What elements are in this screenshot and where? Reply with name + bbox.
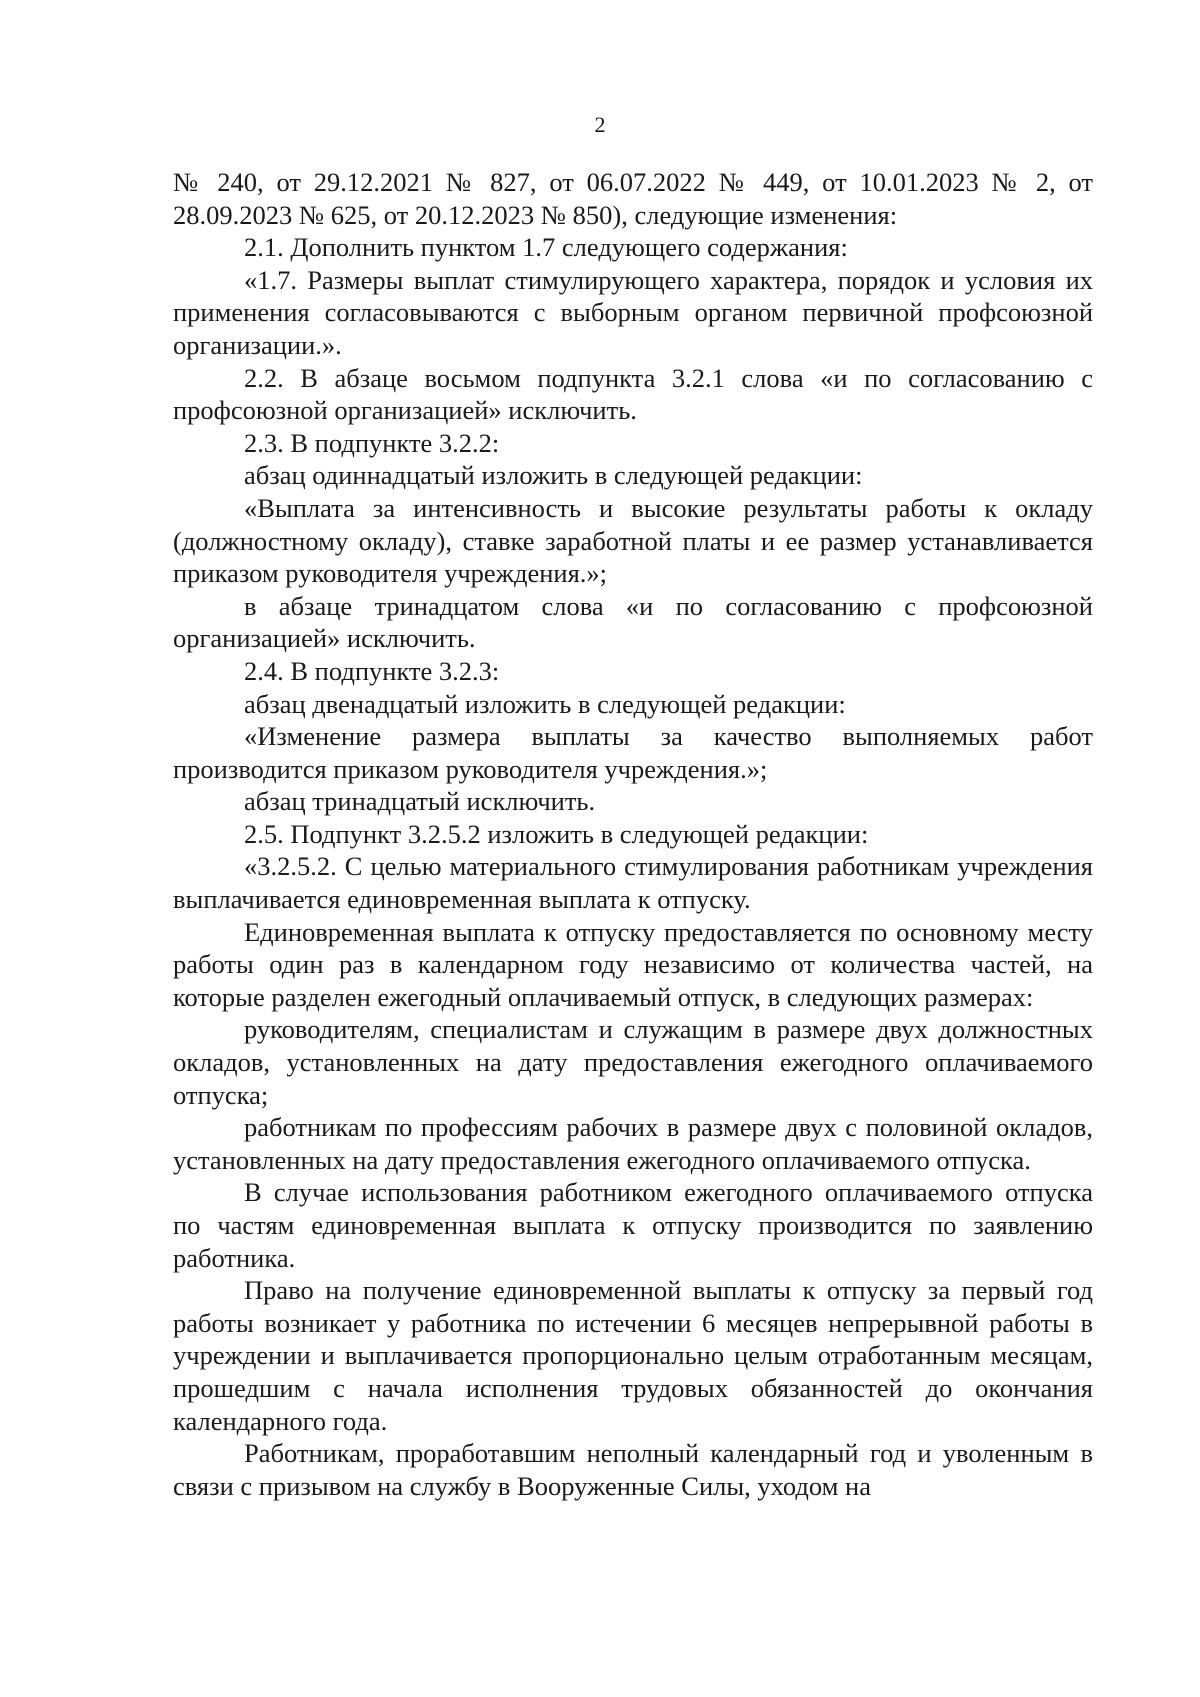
- document-body: [173, 166, 1093, 1502]
- paragraph-parts: В случае использования работником ежегодного оплачиваемого отпуска по частям единовременная выплата к отпуску производится по заявлению работника.: [173, 1177, 1093, 1273]
- paragraph-2-3-abzac-13: в абзаце тринадцатом слова «и по согласованию с профсоюзной организацией» исключить.: [173, 590, 1093, 654]
- paragraph-workers: работникам по профессиям рабочих в размере двух с половиной окладов, установленных на дату предоставления ежегодного оплачиваемого отпуска.: [173, 1112, 1093, 1175]
- paragraph-2-1: 2.1. Дополнить пунктом 1.7 следующего содержания:: [244, 232, 848, 263]
- paragraph-2-3-abzac-11: абзац одиннадцатый изложить в следующей редакции:: [244, 460, 863, 491]
- paragraph-2-2: 2.2. В абзаце восьмом подпункта 3.2.1 слова «и по согласованию с профсоюзной организацией» исключить.: [173, 362, 1093, 426]
- paragraph-2-3: 2.3. В подпункте 3.2.2:: [244, 427, 500, 458]
- paragraph-first-year: Право на получение единовременной выплаты к отпуску за первый год работы возникает у работника по истечении 6 месяцев непрерывной работы в учреждении и выплачивается пропорционально целым отработанным месяцам, прошедшим с начала исполнения трудовых обязанностей до окончания календарного года.: [173, 1275, 1093, 1436]
- paragraph-2-4-abzac-12: абзац двенадцатый изложить в следующей редакции:: [244, 688, 846, 719]
- paragraph-quote-quality: «Изменение размера выплаты за качество выполняемых работ производится приказом руководителя учреждения.»;: [173, 721, 1093, 784]
- paragraph-quote-3-2-5-2: «3.2.5.2. С целью материального стимулирования работникам учреждения выплачивается единовременная выплата к отпуску.: [173, 851, 1093, 915]
- paragraph-2-4-abzac-13: абзац тринадцатый исключить.: [244, 786, 596, 817]
- paragraph-lump-sum: Единовременная выплата к отпуску предоставляется по основному месту работы один раз в календарном году независимо от количества частей, на которые разделен ежегодный оплачиваемый отпуск, в следующих размерах:: [173, 916, 1093, 1012]
- paragraph-quote-intensity: «Выплата за интенсивность и высокие результаты работы к окладу (должностному окладу), ставке заработной платы и ее размер устанавливается приказом руководителя учреждения.»;: [173, 492, 1093, 589]
- paragraph-managers: руководителям, специалистам и служащим в размере двух должностных окладов, установленных на дату предоставления ежегодного оплачиваемого отпуска;: [173, 1014, 1093, 1110]
- paragraph-incomplete-year: Работникам, проработавшим неполный календарный год и уволенным в связи с призывом на службу в Вооруженные Силы, уходом на: [173, 1438, 1093, 1501]
- page-number: 2: [594, 112, 606, 137]
- paragraph-continuation: № 240, от 29.12.2021 № 827, от 06.07.2022 № 449, от 10.01.2023 № 2, от 28.09.2023 № 625, от 20.12.2023 № 850), следующие изменения:: [173, 167, 1093, 230]
- paragraph-quote-1-7: «1.7. Размеры выплат стимулирующего характера, порядок и условия их применения согласовываются с выборным органом первичной профсоюзной организации.».: [173, 264, 1093, 360]
- paragraph-2-5: 2.5. Подпункт 3.2.5.2 изложить в следующей редакции:: [244, 818, 869, 849]
- paragraph-2-4: 2.4. В подпункте 3.2.3:: [244, 655, 500, 686]
